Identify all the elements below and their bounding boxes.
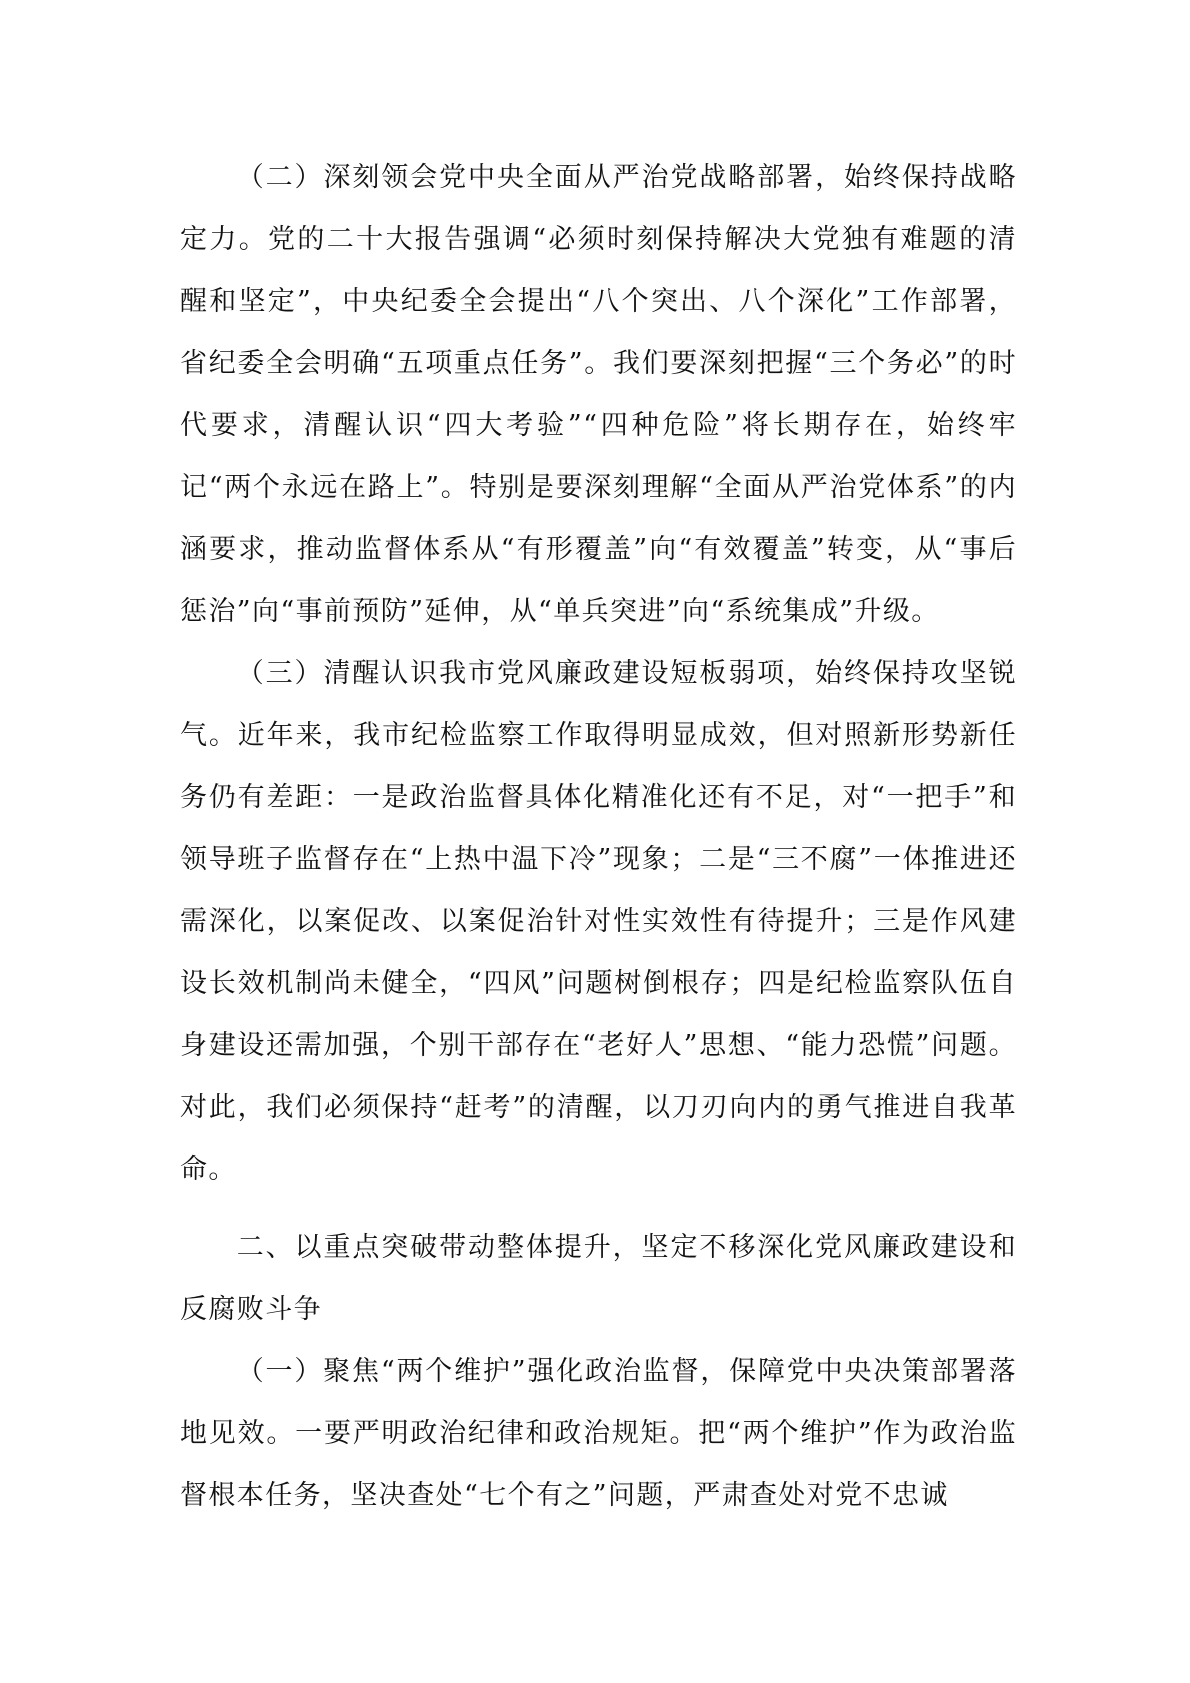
- section-heading: 二、以重点突破带动整体提升，坚定不移深化党风廉政建设和反腐败斗争: [180, 1232, 1017, 1325]
- paragraph-section-3: （三）清醒认识我市党风廉政建设短板弱项，始终保持攻坚锐气。近年来，我市纪检监察工作取得明显成效，但对照新形势新任务仍有差距：一是政治监督具体化精准化还有不足，对“一把手”和领导班子监督存在“上热中温下冷”现象；二是“三不腐”一体推进还需深化，以案促改、以案促治针对性实效性有待提升；三是作风建设长效机制尚未健全，“四风”问题树倒根存；四是纪检监察队伍自身建设还需加强，个别干部存在“老好人”思想、“能力恐慌”问题。对此，我们必须保持“赶考”的清醒，以刀刃向内的勇气推进自我革命。: [180, 658, 1017, 1185]
- paragraph-subsection-1: （一）聚焦“两个维护”强化政治监督，保障党中央决策部署落地见效。一要严明政治纪律和政治规矩。把“两个维护”作为政治监督根本任务，坚决查处“七个有之”问题，严肃查处对党不忠诚: [180, 1356, 1017, 1511]
- document-body: [180, 147, 1017, 1527]
- paragraph-section-2: （二）深刻领会党中央全面从严治党战略部署，始终保持战略定力。党的二十大报告强调“必须时刻保持解决大党独有难题的清醒和坚定”，中央纪委全会提出“八个突出、八个深化”工作部署，省纪委全会明确“五项重点任务”。我们要深刻把握“三个务必”的时代要求，清醒认识“四大考验”“四种危险”将长期存在，始终牢记“两个永远在路上”。特别是要深刻理解“全面从严治党体系”的内涵要求，推动监督体系从“有形覆盖”向“有效覆盖”转变，从“事后惩治”向“事前预防”延伸，从“单兵突进”向“系统集成”升级。: [180, 162, 1017, 627]
